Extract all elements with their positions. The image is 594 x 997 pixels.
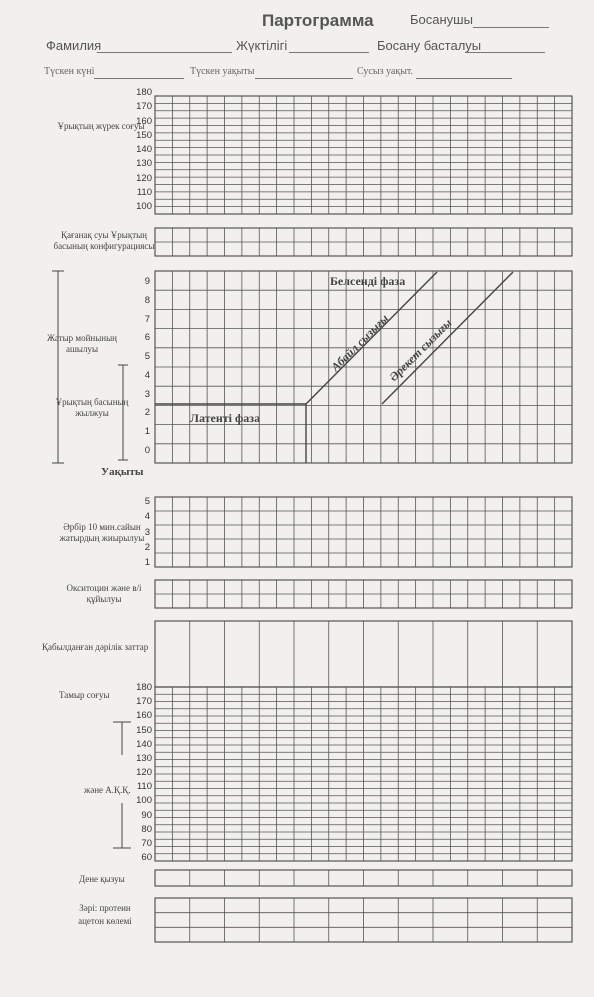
- latent-phase-text: Латенті фаза: [190, 411, 261, 425]
- drugs-grid: [155, 621, 572, 687]
- pulse-tick: 120: [136, 767, 152, 778]
- cervical-dilation-grid: [155, 271, 572, 463]
- surname-label: Фамилия: [46, 38, 102, 53]
- admission-date-label: Түскен күні: [44, 66, 95, 77]
- dilation-tick: 7: [144, 313, 150, 325]
- fetal-heart-rate-grid: [155, 96, 572, 214]
- contraction-tick: 2: [144, 541, 150, 553]
- action-line-text: Әрекет сызығы: [386, 315, 455, 385]
- pulse-tick: 110: [136, 781, 152, 793]
- urine-label: Зәрі: протеин ацетон көлемі: [78, 903, 132, 926]
- dilation-tick: 8: [144, 294, 150, 306]
- pulse-tick: 90: [141, 809, 152, 821]
- urine-grid: [155, 898, 572, 942]
- dilation-tick: 1: [144, 426, 150, 438]
- anhydrous-time-label: Сусыз уақыт.: [357, 66, 414, 77]
- fhr-tick: 160: [136, 115, 152, 127]
- pulse-tick: 140: [136, 738, 152, 750]
- contractions-grid: [155, 497, 572, 567]
- fhr-tick: 110: [136, 186, 152, 198]
- dilation-tick: 4: [144, 369, 150, 381]
- dilation-tick: 9: [144, 276, 150, 287]
- action-line: [382, 272, 513, 404]
- pulse-bp-grid: [155, 687, 572, 861]
- head-descent-label: Ұрықтың басының жылжуы: [55, 397, 129, 418]
- pulse-tick: 160: [136, 710, 152, 722]
- time-label: Уақыты: [101, 466, 144, 478]
- fhr-tick: 120: [136, 172, 152, 184]
- page-title: Партограмма: [262, 11, 374, 30]
- drugs-label: Қабылданған дәрілік заттар: [42, 642, 149, 652]
- oxytocin-grid: [155, 580, 572, 608]
- pulse-tick: 180: [136, 682, 152, 693]
- dilation-tick: 6: [144, 332, 150, 344]
- temperature-grid: [155, 870, 572, 886]
- contraction-tick: 4: [144, 511, 150, 523]
- fhr-tick: 180: [136, 87, 152, 98]
- fhr-tick: 100: [136, 201, 152, 212]
- dilation-tick: 0: [144, 445, 150, 456]
- contractions-label: Әрбір 10 мин.сайын жатырдың жиырылуы: [59, 522, 145, 543]
- contraction-tick: 5: [144, 496, 150, 507]
- dilation-tick: 2: [144, 407, 150, 419]
- pulse-label: Тамыр соғуы: [59, 690, 110, 700]
- dilation-tick: 3: [144, 388, 150, 400]
- dilation-tick: 5: [144, 351, 150, 363]
- fhr-tick: 170: [136, 101, 152, 113]
- fhr-tick: 130: [136, 158, 152, 170]
- contraction-tick: 3: [144, 526, 150, 538]
- bp-label: және А.Қ.Қ.: [84, 785, 131, 795]
- labor-start-label: Босану басталуы: [377, 38, 482, 53]
- pregnancy-label: Жүктілігі: [236, 38, 288, 53]
- pulse-tick: 150: [136, 724, 152, 736]
- fetal-heart-rate-label: Ұрықтың жүрек соғуы: [57, 121, 145, 131]
- pulse-tick: 170: [136, 696, 152, 708]
- amniotic-fluid-grid: [155, 228, 572, 256]
- amniotic-fluid-label: Қағанақ суы Ұрықтың басының конфигурациясы: [53, 230, 155, 251]
- pulse-tick: 80: [141, 823, 152, 835]
- fhr-tick: 140: [136, 144, 152, 155]
- admission-time-label: Түскен уақыты: [190, 66, 255, 77]
- pulse-tick: 70: [141, 837, 152, 849]
- midwife-label: Босанушы: [410, 12, 473, 27]
- active-phase-text: Белсенді фаза: [330, 274, 406, 288]
- pulse-tick: 60: [141, 852, 152, 863]
- oxytocin-label: Окситоцин және в/і құйылуы: [66, 583, 142, 604]
- contraction-tick: 1: [144, 557, 150, 568]
- pulse-tick: 100: [136, 795, 152, 807]
- pulse-tick: 130: [136, 752, 152, 764]
- fhr-tick: 150: [136, 129, 152, 141]
- alert-line-text: Абайл сызығы: [328, 311, 392, 375]
- cervical-dilation-label: Жатыр мойнының ашылуы: [47, 333, 117, 354]
- temperature-label: Дене қызуы: [79, 874, 125, 884]
